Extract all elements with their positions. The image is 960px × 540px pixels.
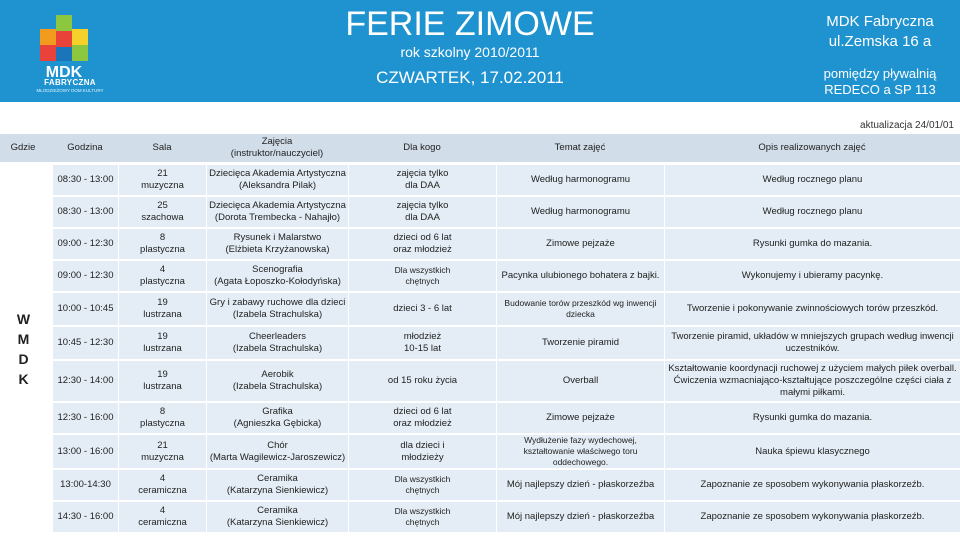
activity-instructor: (Katarzyna Sienkiewicz)	[226, 517, 329, 528]
table-row	[0, 469, 960, 501]
activity-cell	[206, 360, 348, 402]
room-number: 4	[159, 264, 166, 275]
description-cell: Nauka śpiewu klasycznego	[664, 434, 960, 469]
topic-cell: Wydłużenie fazy wydechowej, kształtowanie właściwego toru oddechowego.	[496, 434, 664, 469]
audience-line-1: zajęcia tylko	[396, 168, 449, 179]
topic-cell: Overball	[496, 360, 664, 402]
audience-line-1: młodzież	[403, 331, 442, 342]
venue-line-2: ul.Zemska 16 a	[828, 33, 932, 50]
room-cell	[118, 434, 206, 469]
audience-cell	[348, 469, 496, 501]
audience-line-2: chętnych	[405, 276, 440, 286]
header-opis: Opis realizowanych zajęć	[664, 134, 960, 164]
description-cell: Tworzenie piramid, układów w mniejszych grupach według inwencji uczestników.	[664, 326, 960, 360]
room-number: 21	[157, 168, 168, 179]
room-name: lustrzana	[143, 309, 182, 320]
topic-cell: Tworzenie piramid	[496, 326, 664, 360]
audience-cell	[348, 260, 496, 292]
audience-cell	[348, 402, 496, 434]
room-cell	[118, 326, 206, 360]
activity-title: Aerobik	[261, 369, 294, 380]
header-zajecia	[206, 134, 348, 164]
activity-instructor: (Agata Łoposzko-Kołodyńska)	[214, 276, 341, 287]
room-name: szachowa	[141, 212, 184, 223]
topic-cell: Zimowe pejzaże	[496, 228, 664, 260]
audience-line-1: dla dzieci i	[400, 439, 445, 451]
activity-instructor: (Agnieszka Gębicka)	[233, 418, 322, 429]
activity-cell	[206, 434, 348, 469]
audience-cell	[348, 196, 496, 228]
time-cell: 08:30 - 13:00	[52, 196, 118, 228]
description-cell: Rysunki gumka do mazania.	[664, 402, 960, 434]
room-name: lustrzana	[143, 381, 182, 392]
table-row	[0, 292, 960, 326]
update-date: aktualizacja 24/01/01	[860, 120, 954, 131]
activity-cell	[206, 402, 348, 434]
audience-line-2: dla DAA	[405, 180, 440, 191]
activity-title: Grafika	[262, 406, 293, 417]
audience-line-2: oraz młodzież	[393, 418, 452, 429]
header-temat: Temat zajęć	[496, 134, 664, 164]
audience-line-2: chętnych	[405, 485, 440, 495]
gdzie-cell	[0, 164, 46, 533]
time-cell: 13:00-14:30	[52, 469, 118, 501]
table-row	[0, 360, 960, 402]
table-row	[0, 402, 960, 434]
audience-line-2: młodzieży	[401, 451, 444, 463]
audience-line-1: Dla wszystkich	[394, 265, 451, 275]
room-number: 19	[157, 331, 168, 342]
page-title: FERIE ZIMOWE	[345, 5, 595, 43]
table-header-row	[0, 134, 960, 164]
description-cell: Wykonujemy i ubieramy pacynkę.	[664, 260, 960, 292]
venue-location	[800, 66, 960, 98]
room-cell	[118, 228, 206, 260]
audience-line-1: dzieci od 6 lat	[393, 232, 452, 243]
activity-instructor: (Izabela Strachulska)	[232, 381, 323, 392]
topic-cell: Według harmonogramu	[496, 196, 664, 228]
audience-line-2: chętnych	[405, 517, 440, 527]
audience-line-2: oraz młodzież	[393, 244, 452, 255]
time-cell: 13:00 - 16:00	[52, 434, 118, 469]
room-number: 8	[159, 232, 166, 243]
topic-cell: Według harmonogramu	[496, 164, 664, 196]
audience-cell	[348, 164, 496, 196]
description-cell: Tworzenie i pokonywanie zwinnościowych torów przeszkód.	[664, 292, 960, 326]
activity-cell	[206, 501, 348, 533]
description-cell: Zapoznanie ze sposobem wykonywania płaskorzeźb.	[664, 469, 960, 501]
gdzie-letter: D	[18, 350, 29, 367]
header-zajecia-note: (instruktor/nauczyciel)	[230, 148, 324, 159]
audience-line-1: Dla wszystkich	[394, 474, 451, 484]
topic-cell: Budowanie torów przeszkód wg inwencji dziecka	[496, 292, 664, 326]
description-cell: Według rocznego planu	[664, 164, 960, 196]
room-name: lustrzana	[143, 343, 182, 354]
room-name: ceramiczna	[138, 517, 187, 528]
room-cell	[118, 260, 206, 292]
activity-instructor: (Elżbieta Krzyżanowska)	[225, 244, 330, 255]
room-cell	[118, 469, 206, 501]
description-cell: Kształtowanie koordynacji ruchowej z użyciem małych piłek overball. Ćwiczenia wzmacniająco-kształtujące poszczególne części ciała z małymi piłkami.	[664, 360, 960, 402]
time-cell: 09:00 - 12:30	[52, 260, 118, 292]
table-row	[0, 326, 960, 360]
room-number: 25	[157, 200, 168, 211]
activity-instructor: (Izabela Strachulska)	[232, 309, 323, 320]
header-godzina: Godzina	[52, 134, 118, 164]
table-row	[0, 164, 960, 196]
room-number: 4	[159, 505, 166, 516]
topic-cell: Pacynka ulubionego bohatera z bajki.	[496, 260, 664, 292]
activity-cell	[206, 196, 348, 228]
venue-name	[800, 12, 960, 52]
activity-cell	[206, 228, 348, 260]
audience-line-1: dzieci od 6 lat	[393, 406, 452, 417]
audience-cell	[348, 228, 496, 260]
activity-instructor: (Dorota Trembecka - Nahajło)	[214, 212, 341, 223]
activity-cell	[206, 326, 348, 360]
room-number: 8	[159, 406, 166, 417]
svg-text:MDK: MDK	[45, 64, 83, 81]
room-name: ceramiczna	[138, 485, 187, 496]
topic-cell: Mój najlepszy dzień - płaskorzeźba	[496, 501, 664, 533]
school-year: rok szkolny 2010/2011	[400, 44, 540, 60]
activity-title: Chór	[267, 439, 288, 451]
table-row	[0, 228, 960, 260]
gdzie-letter: M	[17, 330, 30, 347]
header-sala: Sala	[118, 134, 206, 164]
activity-instructor: (Izabela Strachulska)	[232, 343, 323, 354]
activity-cell	[206, 164, 348, 196]
time-cell: 09:00 - 12:30	[52, 228, 118, 260]
room-name: muzyczna	[141, 451, 184, 463]
table-row	[0, 501, 960, 533]
activity-instructor: (Katarzyna Sienkiewicz)	[226, 485, 329, 496]
time-cell: 14:30 - 16:00	[52, 501, 118, 533]
audience-cell	[348, 434, 496, 469]
audience-cell	[348, 360, 496, 402]
activity-title: Dziecięca Akademia Artystyczna	[209, 200, 346, 211]
audience-line-1: Dla wszystkich	[394, 506, 451, 516]
table-row	[0, 196, 960, 228]
room-name: muzyczna	[141, 180, 184, 191]
header-zajecia-title: Zajęcia	[261, 136, 293, 147]
room-cell	[118, 196, 206, 228]
audience-line-1: od 15 roku życia	[387, 375, 458, 386]
topic-cell: Zimowe pejzaże	[496, 402, 664, 434]
description-cell: Według rocznego planu	[664, 196, 960, 228]
room-number: 19	[157, 297, 168, 308]
room-name: plastyczna	[140, 276, 185, 287]
audience-line-1: zajęcia tylko	[396, 200, 449, 211]
room-cell	[118, 501, 206, 533]
activity-title: Dziecięca Akademia Artystyczna	[209, 168, 346, 179]
room-cell	[118, 402, 206, 434]
day-date: CZWARTEK, 17.02.2011	[376, 68, 564, 87]
gdzie-letter: K	[18, 370, 29, 387]
activity-instructor: (Marta Wagilewicz-Jaroszewicz)	[209, 451, 346, 463]
activity-cell	[206, 260, 348, 292]
time-cell: 08:30 - 13:00	[52, 164, 118, 196]
audience-line-2: 10-15 lat	[404, 343, 441, 354]
description-cell: Zapoznanie ze sposobem wykonywania płaskorzeźb.	[664, 501, 960, 533]
venue-line-4: REDECO a SP 113	[824, 82, 936, 97]
logo-subtitle: MŁODZIEŻOWY DOM KULTURY	[36, 88, 104, 93]
time-cell: 10:00 - 10:45	[52, 292, 118, 326]
time-cell: 12:30 - 16:00	[52, 402, 118, 434]
audience-cell	[348, 501, 496, 533]
description-cell: Rysunki gumka do mazania.	[664, 228, 960, 260]
activity-cell	[206, 292, 348, 326]
header-banner	[0, 0, 960, 102]
header-gdzie: Gdzie	[0, 134, 46, 164]
audience-cell	[348, 292, 496, 326]
room-cell	[118, 292, 206, 326]
topic-cell: Mój najlepszy dzień - płaskorzeźba	[496, 469, 664, 501]
logo-name: FABRYCZNA	[44, 78, 96, 87]
activity-title: Scenografia	[252, 264, 303, 275]
room-number: 4	[159, 473, 166, 484]
venue-line-1: MDK Fabryczna	[826, 13, 934, 30]
header-dla-kogo: Dla kogo	[348, 134, 496, 164]
room-number: 19	[157, 369, 168, 380]
table-row	[0, 260, 960, 292]
room-cell	[118, 164, 206, 196]
activity-title: Cheerleaders	[248, 331, 307, 342]
schedule-table	[0, 134, 960, 533]
time-cell: 10:45 - 12:30	[52, 326, 118, 360]
activity-cell	[206, 469, 348, 501]
room-name: plastyczna	[140, 244, 185, 255]
audience-cell	[348, 326, 496, 360]
audience-line-1: dzieci 3 - 6 lat	[393, 303, 452, 314]
activity-title: Ceramika	[257, 473, 298, 484]
gdzie-letter: W	[16, 310, 31, 327]
activity-title: Gry i zabawy ruchowe dla dzieci	[209, 297, 346, 308]
time-cell: 12:30 - 14:00	[52, 360, 118, 402]
table-row	[0, 434, 960, 469]
audience-line-2: dla DAA	[405, 212, 440, 223]
venue-line-3: pomiędzy pływalnią	[823, 66, 937, 81]
room-cell	[118, 360, 206, 402]
activity-instructor: (Aleksandra Pilak)	[238, 180, 317, 191]
room-name: plastyczna	[140, 418, 185, 429]
room-number: 21	[157, 439, 168, 451]
activity-title: Rysunek i Malarstwo	[233, 232, 322, 243]
mdk-logo-icon	[36, 7, 98, 85]
activity-title: Ceramika	[257, 505, 298, 516]
